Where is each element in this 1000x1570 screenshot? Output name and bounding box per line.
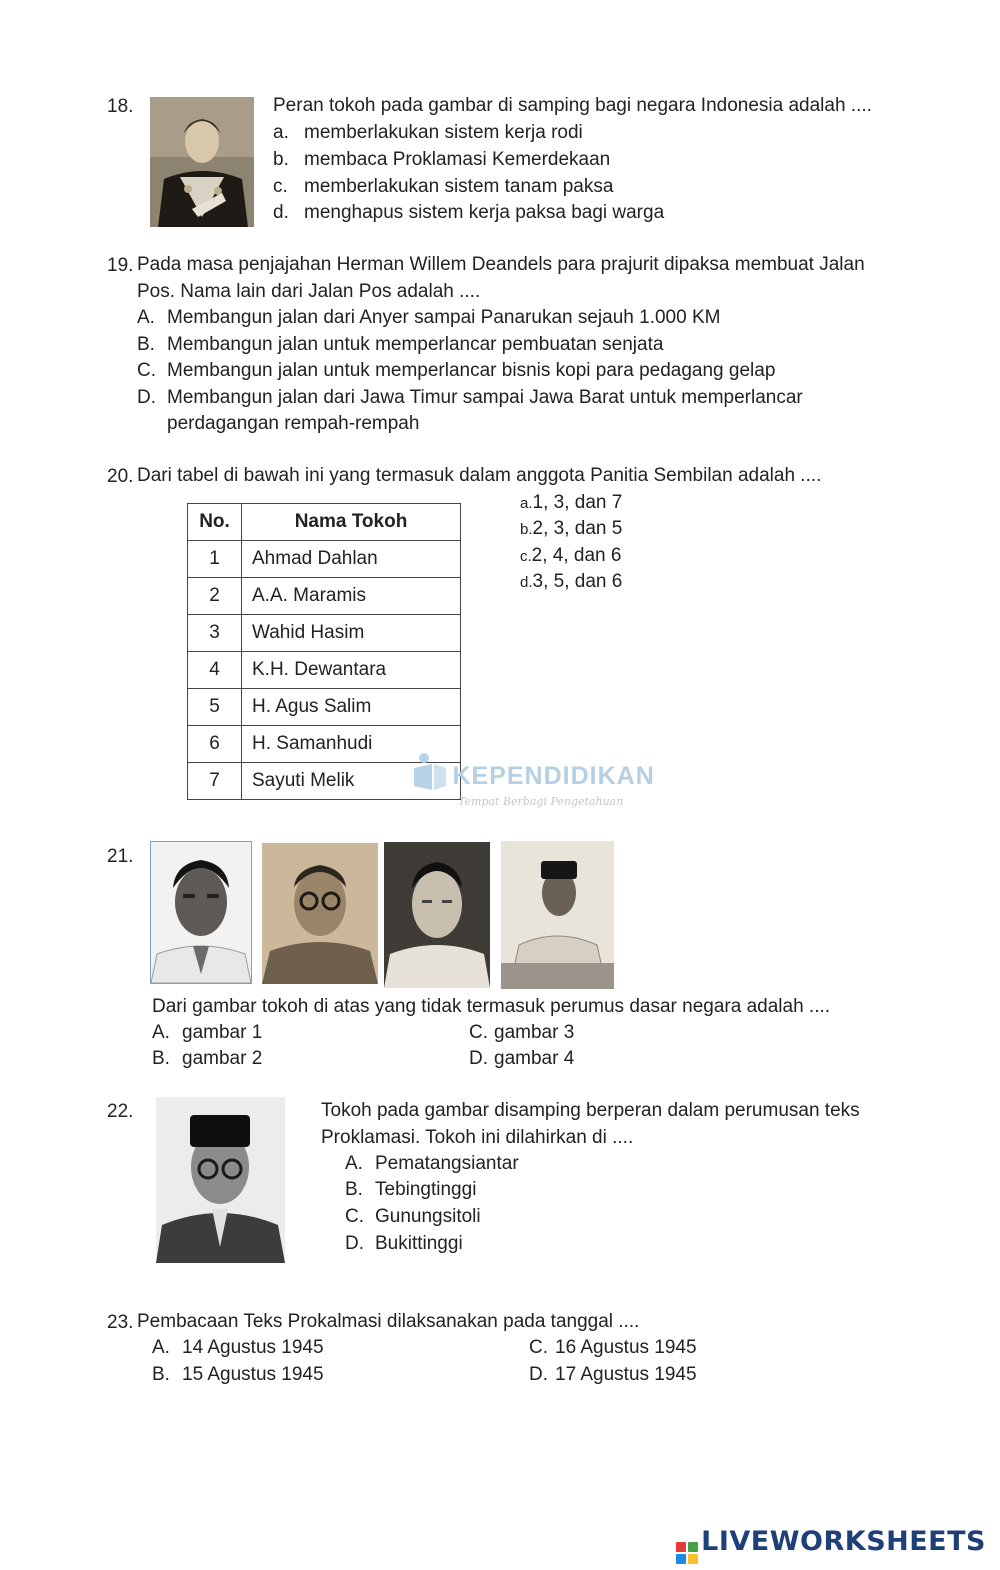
option-letter: a. (520, 495, 533, 512)
table-row (188, 615, 461, 652)
option-text: 14 Agustus 1945 (182, 1337, 324, 1358)
option-text: memberlakukan sistem kerja rodi (304, 122, 583, 143)
option-letter: d. (273, 202, 289, 223)
table-cell-no: 7 (188, 763, 242, 800)
option-text: memberlakukan sistem tanam paksa (304, 176, 614, 197)
option-letter: B. (137, 334, 155, 355)
option-letter: A. (152, 1022, 170, 1043)
table-cell-no: 4 (188, 652, 242, 689)
table-header-row (188, 504, 461, 541)
option-letter: b. (273, 149, 289, 170)
watermark-tagline: Tempat Berbagi Pengetahuan (458, 795, 624, 808)
tokoh-photo-1 (150, 841, 252, 984)
option-letter: a. (273, 122, 289, 143)
option-text: 16 Agustus 1945 (555, 1337, 697, 1358)
option-letter: c. (273, 176, 288, 197)
option-letter: B. (152, 1048, 170, 1069)
option-text-cont: perdagangan rempah-rempah (167, 413, 420, 434)
question-text-cont: Pos. Nama lain dari Jalan Pos adalah .... (137, 281, 481, 302)
table-row (188, 689, 461, 726)
option-item (520, 490, 622, 517)
table-cell-no: 5 (188, 689, 242, 726)
question-text-cont: Proklamasi. Tokoh ini dilahirkan di .... (321, 1127, 634, 1148)
liveworksheets-logo-icon (676, 1542, 698, 1564)
option-letter: d. (520, 574, 533, 591)
table-row (188, 652, 461, 689)
option-text: Gunungsitoli (375, 1206, 481, 1227)
column-header-name: Nama Tokoh (242, 504, 461, 541)
tokoh-photo-2 (262, 843, 378, 984)
option-text: 15 Agustus 1945 (182, 1364, 324, 1385)
portrait-photo-q18 (150, 97, 254, 227)
option-text: Membangun jalan untuk memperlancar pembuatan senjata (167, 334, 664, 355)
option-letter: A. (345, 1153, 363, 1174)
option-letter: C. (137, 360, 156, 381)
option-item (520, 569, 622, 596)
table-cell-name: Sayuti Melik (242, 763, 461, 800)
column-header-no: No. (188, 504, 242, 541)
option-text: Bukittinggi (375, 1233, 463, 1254)
question-text: Pembacaan Teks Prokalmasi dilaksanakan pada tanggal .... (137, 1311, 640, 1332)
option-text: Tebingtinggi (375, 1179, 477, 1200)
watermark-logo-icon (410, 752, 448, 792)
question-number: 20. (107, 466, 134, 487)
table-cell-no: 1 (188, 541, 242, 578)
option-letter: A. (152, 1337, 170, 1358)
option-letter: D. (469, 1048, 488, 1069)
table-row (188, 578, 461, 615)
portrait-photo-q22 (156, 1097, 285, 1263)
option-letter: A. (137, 307, 155, 328)
table-cell-no: 3 (188, 615, 242, 652)
table-cell-name: Ahmad Dahlan (242, 541, 461, 578)
liveworksheets-brand (676, 1526, 986, 1564)
kependidikan-watermark (410, 752, 655, 810)
question-text: Dari gambar tokoh di atas yang tidak termasuk perumus dasar negara adalah .... (152, 996, 831, 1017)
table-cell-name: A.A. Maramis (242, 578, 461, 615)
option-text: gambar 2 (182, 1048, 263, 1069)
option-text: Pematangsiantar (375, 1153, 519, 1174)
option-text: Membangun jalan untuk memperlancar bisnis kopi para pedagang gelap (167, 360, 776, 381)
table-cell-no: 6 (188, 726, 242, 763)
option-text: gambar 4 (494, 1048, 575, 1069)
brand-name: LIVEWORKSHEETS (701, 1526, 986, 1557)
option-letter: B. (345, 1179, 363, 1200)
watermark-title: KEPENDIDIKAN (452, 762, 655, 790)
option-text: 2, 4, dan 6 (531, 545, 622, 566)
option-letter: D. (345, 1233, 364, 1254)
option-text: membaca Proklamasi Kemerdekaan (304, 149, 611, 170)
option-item (520, 543, 621, 570)
option-text: 3, 5, dan 6 (532, 571, 623, 592)
question-text: Pada masa penjajahan Herman Willem Deandels para prajurit dipaksa membuat Jalan (137, 254, 865, 275)
option-text: gambar 1 (182, 1022, 263, 1043)
option-item (520, 516, 622, 543)
option-text: Membangun jalan dari Anyer sampai Panarukan sejauh 1.000 KM (167, 307, 721, 328)
table-cell-name: K.H. Dewantara (242, 652, 461, 689)
option-letter: b. (520, 521, 533, 538)
option-letter: C. (469, 1022, 488, 1043)
option-text: gambar 3 (494, 1022, 575, 1043)
option-text: menghapus sistem kerja paksa bagi warga (304, 202, 665, 223)
option-text: 1, 3, dan 7 (532, 492, 623, 513)
tokoh-photo-3 (384, 842, 490, 988)
table-cell-name: Wahid Hasim (242, 615, 461, 652)
question-number: 18. (107, 96, 134, 117)
option-text: 2, 3, dan 5 (532, 518, 623, 539)
table-cell-name: H. Samanhudi (242, 726, 461, 763)
option-letter: D. (137, 387, 156, 408)
table-cell-name: H. Agus Salim (242, 689, 461, 726)
option-letter: C. (345, 1206, 364, 1227)
option-text: 17 Agustus 1945 (555, 1364, 697, 1385)
question-number: 21. (107, 846, 134, 867)
question-text: Dari tabel di bawah ini yang termasuk dalam anggota Panitia Sembilan adalah .... (137, 465, 822, 486)
question-text: Tokoh pada gambar disamping berperan dalam perumusan teks (321, 1100, 860, 1121)
option-letter: c. (520, 548, 532, 565)
table-cell-no: 2 (188, 578, 242, 615)
table-row (188, 541, 461, 578)
tokoh-photo-4 (501, 841, 614, 989)
option-letter: C. (529, 1337, 548, 1358)
option-letter: B. (152, 1364, 170, 1385)
question-text: Peran tokoh pada gambar di samping bagi negara Indonesia adalah .... (273, 95, 872, 116)
question-number: 19. (107, 255, 134, 276)
option-text: Membangun jalan dari Jawa Timur sampai Jawa Barat untuk memperlancar (167, 387, 803, 408)
question-number: 23. (107, 1312, 134, 1333)
option-letter: D. (529, 1364, 548, 1385)
question-number: 22. (107, 1101, 134, 1122)
